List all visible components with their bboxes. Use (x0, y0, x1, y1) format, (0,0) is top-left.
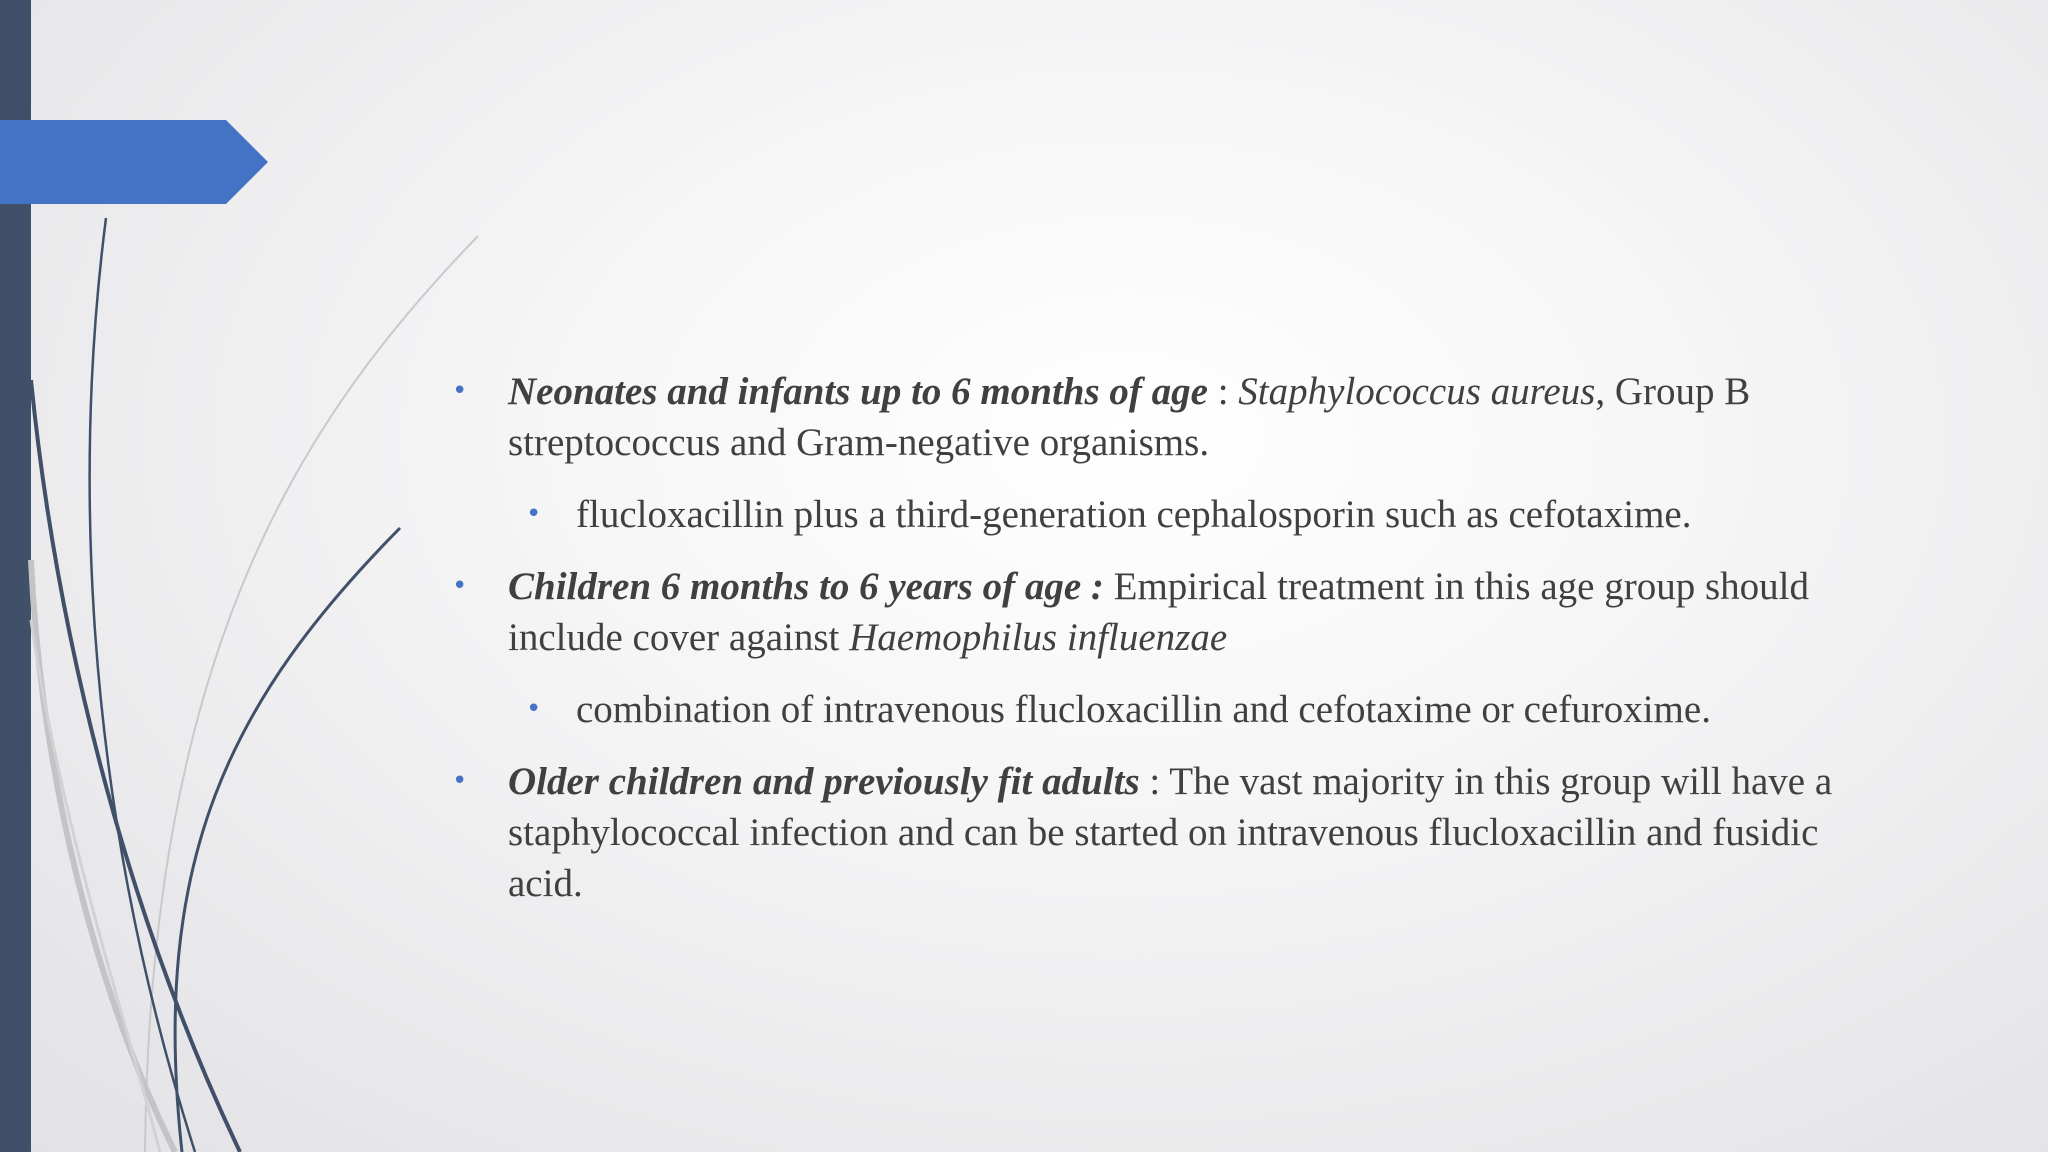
organism-name: Staphylococcus aureus (1238, 370, 1596, 413)
bullet-text: , Group B streptococcus and Gram-negative organisms. (508, 370, 1751, 464)
bullet-text: : The vast majority in this group will have a staphylococcal infection and can be started on intravenous flucloxacillin and fusidic acid. (508, 760, 1833, 905)
bullet-text: Empirical treatment in this age group should include cover against (508, 565, 1809, 659)
bullet-heading: Neonates and infants up to 6 months of age (508, 370, 1208, 413)
bullet-children (440, 561, 1880, 663)
light-curve-1 (145, 236, 478, 1152)
dark-curve-3 (175, 528, 400, 1152)
bullet-neonates (440, 366, 1880, 468)
subbullet-neonates-treatment (440, 489, 1880, 540)
subbullet-children-treatment (440, 684, 1880, 735)
light-curve-2 (31, 560, 175, 1152)
bullet-heading: Children 6 months to 6 years of age : (508, 565, 1104, 608)
separator: : (1207, 370, 1239, 413)
subbullet-text: combination of intravenous flucloxacillin and cefotaxime or cefuroxime. (576, 688, 1711, 731)
dark-curve-2 (31, 380, 240, 1152)
bullet-heading: Older children and previously fit adults (508, 760, 1140, 803)
bullet-dot-icon: • (452, 766, 468, 796)
slide-content (440, 366, 1880, 930)
bullet-dot-icon: • (452, 571, 468, 601)
blue-arrow-tab (0, 120, 268, 204)
bullet-dot-icon: • (526, 694, 542, 724)
bullet-dot-icon: • (526, 499, 542, 529)
organism-name: Haemophilus influenzae (849, 616, 1228, 659)
bullet-dot-icon: • (452, 376, 468, 406)
bullet-older-children (440, 756, 1880, 909)
subbullet-text: flucloxacillin plus a third-generation cephalosporin such as cefotaxime. (576, 493, 1692, 536)
